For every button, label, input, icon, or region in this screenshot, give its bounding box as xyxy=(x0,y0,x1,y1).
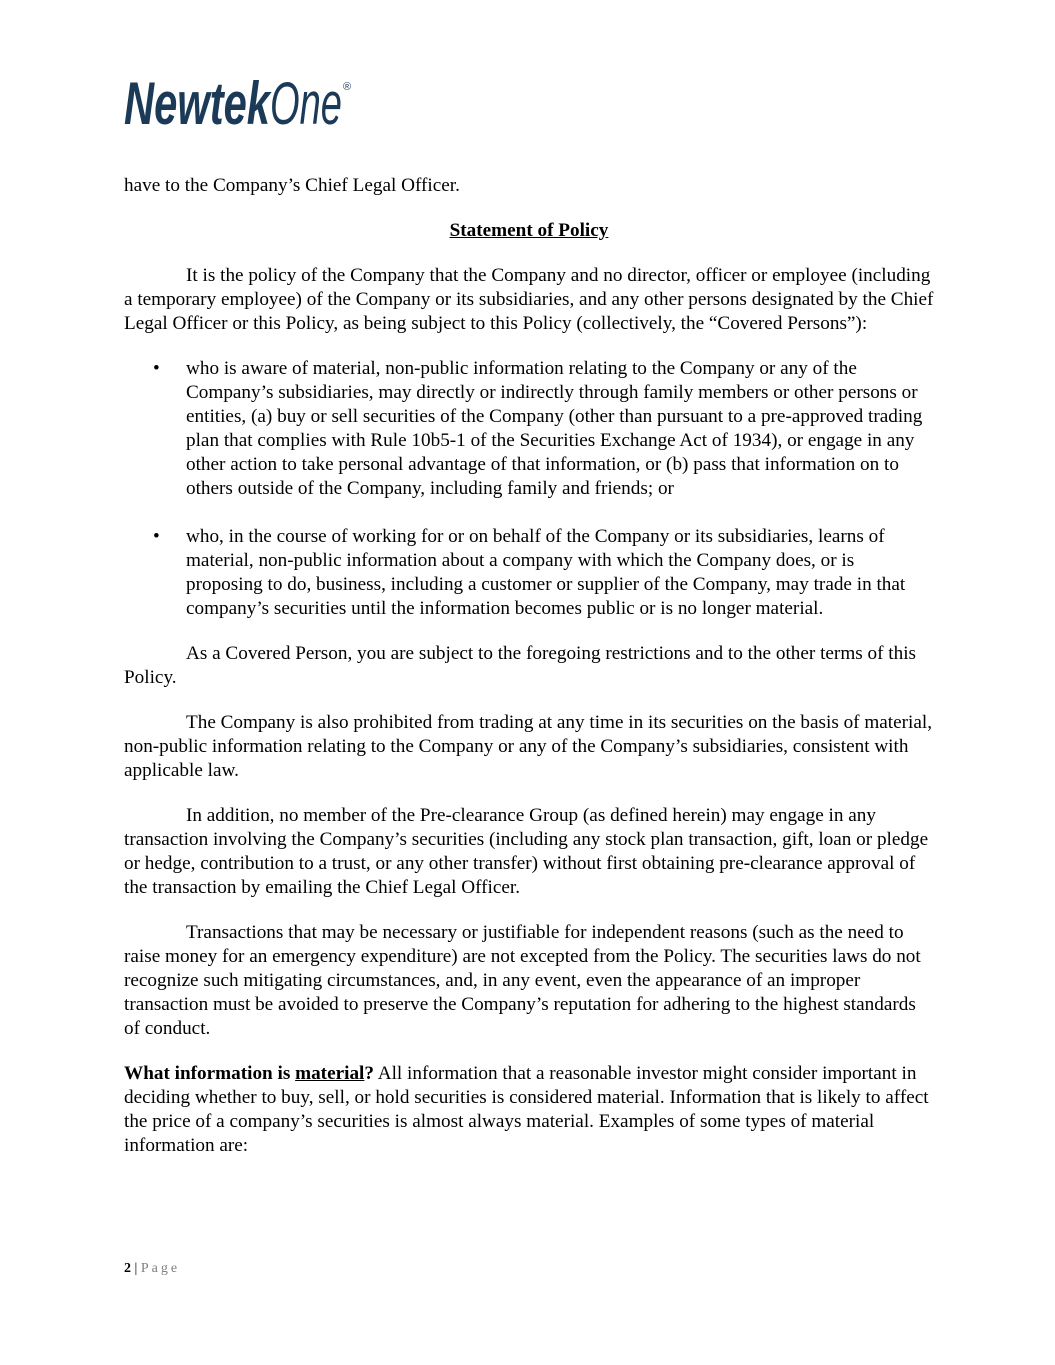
list-item xyxy=(124,525,934,621)
restrictions-list xyxy=(124,357,934,621)
preclearance-paragraph: In addition, no member of the Pre-clearance Group (as defined herein) may engage in any transaction involving the Company’s securities (including any stock plan transaction, gift, loan or pledge or hedge, contribution to a trust, or any other transfer) without first obtaining pre-clearance approval of the transaction by emailing the Chief Legal Officer. xyxy=(124,805,929,898)
list-item-text: who, in the course of working for or on behalf of the Company or its subsidiaries, learns of material, non-public information about a company with which the Company does, or is proposing to do, business, including a customer or supplier of the Company, may trade in that company’s securities until the information becomes public or is no longer material. xyxy=(186,526,906,619)
page-label: Page xyxy=(140,1261,181,1276)
list-item-text: who is aware of material, non-public information relating to the Company or any of the Company’s subsidiaries, may directly or indirectly through family members or other persons or entities, (a) buy or sell securities of the Company (other than pursuant to a pre-approved trading plan that complies with Rule 10b5-1 of the Securities Exchange Act of 1934), or engage in any other action to take personal advantage of that information, or (b) pass that information on to others outside of the Company, including family and friends; or xyxy=(186,358,923,499)
material-question-suffix: ? xyxy=(364,1063,374,1084)
policy-paragraph: It is the policy of the Company that the Company and no director, officer or employee (including a temporary employee) of the Company or its subsidiaries, and any other persons designated by the Chief Legal Officer or this Policy, as being subject to this Policy (collectively, the “Covered Persons”): xyxy=(124,265,934,334)
intro-line: have to the Company’s Chief Legal Officer. xyxy=(124,175,460,196)
material-question-word: material xyxy=(295,1063,365,1084)
newtekone-logo xyxy=(124,60,364,130)
covered-person-paragraph: As a Covered Person, you are subject to the foregoing restrictions and to the other terms of this Policy. xyxy=(124,643,917,688)
material-info-paragraph xyxy=(124,1062,934,1158)
company-prohibition-paragraph: The Company is also prohibited from trading at any time in its securities on the basis of material, non-public information relating to the Company or any of the Company’s subsidiaries, consistent with applicable law. xyxy=(124,712,933,781)
logo-registered-mark: ® xyxy=(343,81,352,93)
list-item xyxy=(124,357,934,501)
material-question-prefix: What information is xyxy=(124,1063,296,1084)
logo-text-one: One xyxy=(270,70,342,130)
section-heading: Statement of Policy xyxy=(449,220,609,241)
bullet-icon: • xyxy=(153,526,160,547)
page-footer xyxy=(124,1261,180,1277)
page-number: 2 xyxy=(124,1261,131,1276)
transactions-paragraph: Transactions that may be necessary or justifiable for independent reasons (such as the need to raise money for an emergency expenditure) are not excepted from the Policy. The securities laws do not recognize such mitigating circumstances, and, in any event, even the appearance of an improper transaction must be avoided to preserve the Company’s reputation for adhering to the highest standards of conduct. xyxy=(124,922,921,1039)
logo-text-newtek: Newtek xyxy=(124,70,272,130)
footer-separator: | xyxy=(131,1261,141,1276)
bullet-icon: • xyxy=(153,358,160,379)
material-info-text: All information that a reasonable investor might consider important in deciding whether to buy, sell, or hold securities is considered material. Information that is likely to affect the price of a company’s securities is almost always material. Examples of some types of material information are: xyxy=(124,1063,929,1156)
document-body xyxy=(124,174,934,1158)
